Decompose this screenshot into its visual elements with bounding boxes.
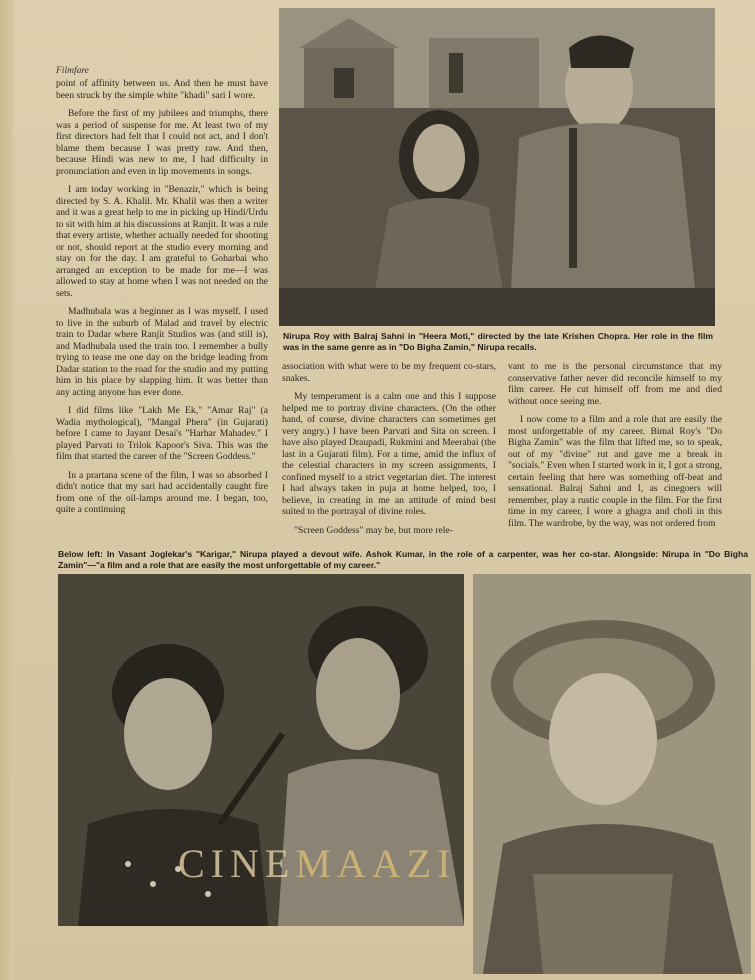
paragraph: vant to me is the personal circumstance that my conservative father never did reconcile himself to my film career. He cut himself off from me and died without once seeing me. — [508, 361, 722, 407]
article-column-1 — [56, 78, 268, 523]
paragraph: Before the first of my jubilees and triumphs, there was a period of suspense for me. At least two of my first directors had felt that I could not act, and I don't blame them because I was pretty raw. And then, because Hindi was new to me, I had difficulty in pronunciation and even in lip movements in songs. — [56, 108, 268, 177]
article-column-3 — [508, 361, 722, 536]
paragraph: I did films like "Lakh Me Ek," "Amar Raj" (a Wadia mythological), "Mangal Phera" (in Gujarati) before I came to Jayant Desai's "Harhar Mahadev." I played Parvati to Trilok Kapoor's Siva. This was the film that started the career of the "Screen Goddess." — [56, 405, 268, 462]
photo-heera-moti-illustration — [279, 8, 715, 326]
watermark-logo — [178, 840, 456, 887]
magazine-name: Filmfare — [56, 66, 89, 76]
photo-heera-moti — [279, 8, 715, 326]
paragraph: "Screen Goddess" may be, but more rele- — [294, 524, 453, 536]
photo-do-bigha-zamin-illustration — [473, 574, 751, 974]
article-column-2 — [282, 361, 496, 543]
watermark-part-1: CINE — [178, 841, 296, 886]
paragraph: In a prartana scene of the film, I was so absorbed I didn't notice that my sari had accidentally caught fire from one of the oil-lamps around me. I began, too, quite a continuing — [56, 469, 268, 515]
caption-top-photo: Nirupa Roy with Balraj Sahni in "Heera Moti," directed by the late Krishen Chopra. Her role in the film was in the same genre as in "Do Bigha Zamin," Nirupa recalls. — [283, 331, 713, 352]
paragraph: association with what were to be my frequent co-stars, snakes. — [282, 361, 496, 384]
watermark-part-2: MAAZI — [295, 841, 457, 886]
caption-bottom-photos: Below left: In Vasant Joglekar's "Karigar," Nirupa played a devout wife. Ashok Kumar, in the role of a carpenter, was her co-star. Alongside: Nirupa in "Do Bigha Zamin"—"a film and a role that are easily the most unforgettable of my career." — [58, 549, 748, 570]
photo-do-bigha-zamin — [473, 574, 751, 974]
paragraph: I now come to a film and a role that are easily the most unforgettable of my career. Bimal Roy's "Do Bigha Zamin" was the film that lifted me, so to speak, out of my "divine" rut and gave me a break in "socials." Even when I started work in it, I got a strong, certain feeling that here was something off-beat and sensational. Balraj Sahni and I, as cinegoers will remember, play a rustic couple in the film. For the first time in my career, I wore a ghagra and choli in this film. The wardrobe, by the way, was not ordered from — [508, 414, 722, 529]
paragraph: point of affinity between us. And then he must have been struck by the simple white "khadi" sari I wore. — [56, 78, 268, 101]
paragraph: Madhubala was a beginner as I was myself. I used to live in the suburb of Malad and travel by electric train to Dadar where Ranjit Studios was (and still is), and Madhubala used the train too. I remember a bully trying to tease me one day on the bridge leading from Dadar station to the road for the studio and my putting him in his place by slapping him. It was better than any acting anyone has ever done. — [56, 306, 268, 398]
page-binding-edge — [0, 0, 14, 980]
paragraph: My temperament is a calm one and this I suppose helped me to portray divine characters. (On the other hand, of course, divine characters can sometimes get very angry.) I have been Parvati and Sita on screen. I have also played Draupadi, Rukmini and Meerabai (the last in a Gujarati film). For a time, amid the influx of the celestial characters in my screen assignments, I confined myself to a strict vegetarian diet. The interest I had always taken in puja at home helped, too, I believe, in creating in me an attitude of mind best suited to the portrayal of divine roles. — [282, 391, 496, 517]
paragraph: I am today working in "Benazir," which is being directed by S. A. Khalil. Mr. Khalil was then a writer and it was a great help to me in picking up Hindi/Urdu to sit with him at his discussions at Ranjit. It was a rule that every artiste, whether actually needed for shooting or not, should report at the studio every morning and stay on for the day. I am grateful to Goharbai who arranged an exception to be made for me—I was allowed to stay at home when I was not needed on the sets. — [56, 184, 268, 299]
